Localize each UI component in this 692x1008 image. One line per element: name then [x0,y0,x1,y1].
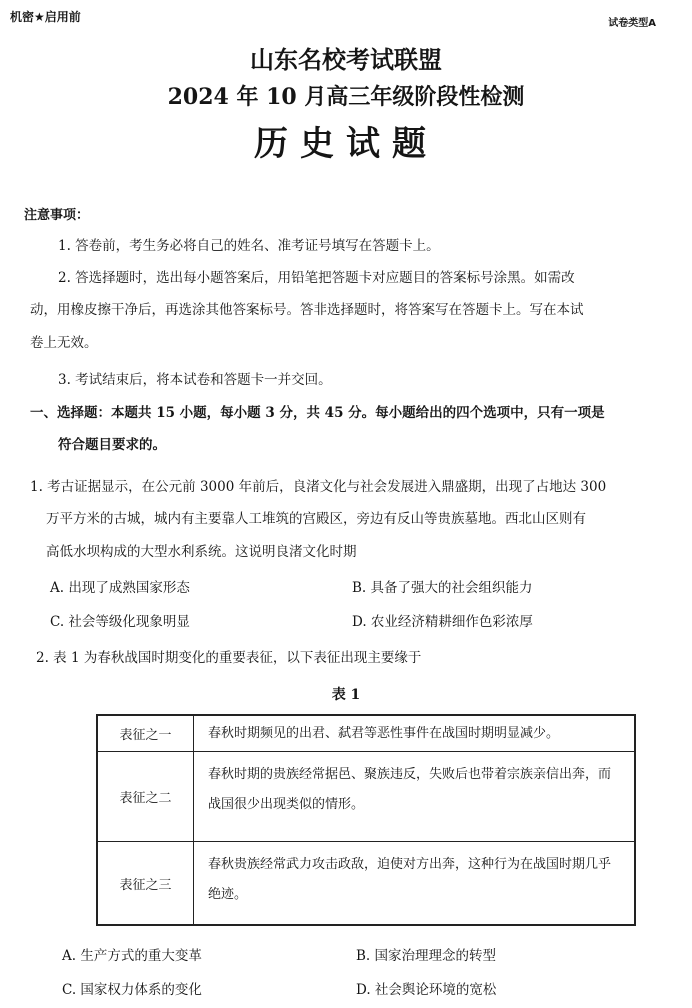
notice-line-3: 动，用橡皮擦干净后，再选涂其他答案标号。答非选择题时，将答案写在答题卡上。写在本试 [30,302,584,318]
notice-line-4: 卷上无效。 [30,335,98,351]
q1-option-a: A. 出现了成熟国家形态 [50,580,190,596]
row-content: 春秋时期的贵族经常据邑、聚族违反，失败后也带着宗族亲信出奔，而战国很少出现类似的情形。 [208,767,612,812]
row-label: 表征之三 [98,842,194,924]
q2-option-b: B. 国家治理理念的转型 [356,948,497,964]
paper-type-label: 试卷类型A [608,18,656,29]
table-row [98,842,634,924]
row-label: 表征之一 [98,716,194,751]
exam-title: 2024 年 10 月高三年级阶段性检测 [167,84,525,110]
notice-line-5: 3. 考试结束后，将本试卷和答题卡一并交回。 [58,372,332,388]
notice-heading: 注意事项： [24,208,90,223]
q2-option-c: C. 国家权力体系的变化 [62,982,202,998]
q1-option-c: C. 社会等级化现象明显 [50,614,190,630]
q1-line-3: 高低水坝构成的大型水利系统。这说明良渚文化时期 [46,544,357,560]
table-row [98,752,634,842]
row-content: 春秋贵族经常武力攻击政敌，迫使对方出奔，这种行为在战国时期几乎绝迹。 [208,857,612,902]
notice-line-2: 2. 答选择题时，选出每小题答案后，用铅笔把答题卡对应题目的答案标号涂黑。如需改 [58,270,575,286]
subject-title: 历史试题 [254,124,438,164]
section-heading: 一、选择题：本题共 15 小题，每小题 3 分，共 45 分。每小题给出的四个选项中，只有一项是 [30,405,605,421]
q1-line-1: 1. 考古证据显示，在公元前 3000 年前后，良渚文化与社会发展进入鼎盛期，出现了占地达 300 [30,479,607,495]
section-heading-cont: 符合题目要求的。 [58,437,166,453]
q1-option-b: B. 具备了强大的社会组织能力 [352,580,533,596]
row-content: 春秋时期频见的出君、弑君等恶性事件在战国时期明显减少。 [208,726,560,741]
q1-option-d: D. 农业经济精耕细作色彩浓厚 [352,614,533,630]
q2-option-a: A. 生产方式的重大变革 [62,948,202,964]
q1-line-2: 万平方米的古城，城内有主要靠人工堆筑的宫殿区，旁边有反山等贵族墓地。西北山区则有 [46,511,586,527]
q2-stem: 2. 表 1 为春秋战国时期变化的重要表征，以下表征出现主要缘于 [36,650,422,666]
confidential-mark: 机密★启用前 [10,10,81,24]
org-title: 山东名校考试联盟 [250,45,442,74]
feature-table [96,714,636,926]
table-row [98,716,634,752]
notice-line-1: 1. 答卷前，考生务必将自己的姓名、准考证号填写在答题卡上。 [58,238,440,254]
table-caption: 表 1 [331,687,361,703]
q2-option-d: D. 社会舆论环境的宽松 [356,982,497,998]
row-label: 表征之二 [98,752,194,841]
